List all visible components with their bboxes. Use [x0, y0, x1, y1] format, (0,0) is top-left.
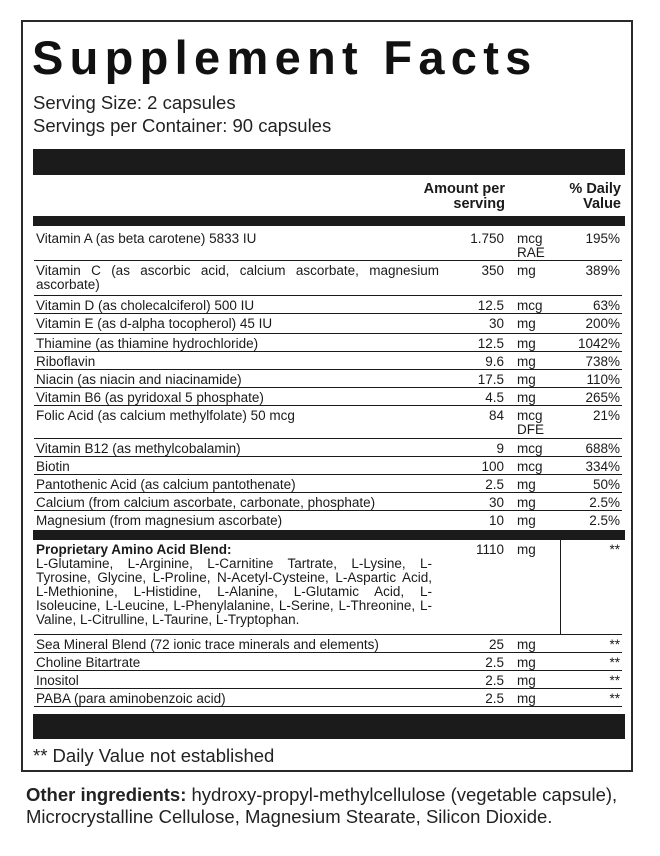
nutrient-amount: 100	[481, 459, 504, 474]
nutrient-daily-value: 195%	[585, 231, 620, 246]
nutrient-amount: 2.5	[485, 655, 504, 670]
nutrient-name: Choline Bitartrate	[36, 655, 141, 670]
nutrient-amount: 25	[488, 637, 504, 652]
section-divider-bar	[33, 530, 625, 540]
nutrient-unit: mg	[517, 495, 536, 510]
servings-per-container: Servings per Container: 90 capsules	[33, 115, 332, 136]
nutrient-name: Vitamin C (as ascorbic acid, calcium ascorbate, magnesium ascorbate)	[36, 263, 439, 292]
nutrient-amount: 2.5	[485, 673, 504, 688]
table-row	[34, 439, 622, 457]
nutrient-name: Magnesium (from magnesium ascorbate)	[36, 513, 283, 528]
blend-ingredients: L-Glutamine, L-Arginine, L-Carnitine Tartrate, L-Lysine, L-Tyrosine, Glycine, L-Proline, N-Acetyl-Cysteine, L-Aspartic Acid, L-Methionine, L-Histidine, L-Alanine, L-Glutamic Acid, L-Isoleucine, L-Leucine, L-Phenylalanine, L-Serine, L-Threonine, L-Valine, L-Citrulline, L-Taurine, L-Tryptophan.	[36, 556, 432, 627]
supplement-facts-panel	[21, 20, 633, 772]
nutrient-unit: mcg	[517, 459, 543, 474]
nutrient-unit: mg	[517, 316, 536, 331]
nutrient-amount: 9.6	[485, 354, 504, 369]
table-row	[34, 475, 622, 493]
table-row	[34, 334, 622, 352]
other-ingredients-label: Other ingredients:	[26, 784, 187, 805]
nutrient-amount: 2.5	[485, 691, 504, 706]
nutrient-daily-value: 2.5%	[589, 513, 620, 528]
nutrient-unit: mg	[517, 691, 536, 706]
nutrient-name: Sea Mineral Blend (72 ionic trace minerals and elements)	[36, 637, 379, 652]
footer-bar	[33, 714, 625, 739]
nutrient-daily-value: 738%	[585, 354, 620, 369]
blend-amount: 1110	[475, 542, 504, 557]
table-row	[34, 635, 622, 653]
nutrient-daily-value: 200%	[585, 316, 620, 331]
table-row	[34, 689, 622, 707]
table-row	[34, 671, 622, 689]
other-ingredients-text: hydroxy-propyl-methylcellulose (vegetable capsule), Microcrystalline Cellulose, Magnesium Stearate, Silicon Dioxide.	[26, 784, 618, 827]
nutrient-amount: 10	[488, 513, 504, 528]
table-row	[34, 370, 622, 388]
nutrient-name: Inositol	[36, 673, 79, 688]
nutrient-daily-value: 2.5%	[589, 495, 620, 510]
nutrient-name: Vitamin B12 (as methylcobalamin)	[36, 441, 241, 456]
nutrient-unit: mg	[517, 513, 536, 528]
table-row	[34, 511, 622, 528]
nutrient-unit: mg	[517, 390, 536, 405]
nutrient-daily-value: **	[609, 655, 620, 670]
column-divider	[560, 540, 561, 634]
blend-title: Proprietary Amino Acid Blend:	[36, 542, 232, 557]
nutrient-name: Thiamine (as thiamine hydrochloride)	[36, 336, 259, 351]
nutrient-name: Niacin (as niacin and niacinamide)	[36, 372, 242, 387]
nutrient-daily-value: **	[609, 673, 620, 688]
other-ingredients	[26, 784, 636, 828]
nutrient-name: Biotin	[36, 459, 70, 474]
nutrient-name: Vitamin A (as beta carotene) 5833 IU	[36, 231, 257, 246]
nutrient-daily-value: 21%	[592, 408, 620, 423]
nutrient-unit: mg	[517, 655, 536, 670]
nutrient-name: Vitamin D (as cholecalciferol) 500 IU	[36, 298, 255, 313]
nutrient-unit: mg	[517, 354, 536, 369]
nutrient-name: Vitamin E (as d-alpha tocopherol) 45 IU	[36, 316, 273, 331]
nutrient-unit: mcg RAE	[517, 231, 545, 260]
table-row	[34, 653, 622, 671]
nutrient-amount: 9	[496, 441, 504, 456]
nutrient-unit: mg	[517, 477, 536, 492]
header-bar-top	[33, 149, 625, 175]
table-row	[34, 229, 622, 261]
nutrient-amount: 2.5	[485, 477, 504, 492]
nutrient-unit: mg	[517, 673, 536, 688]
nutrient-amount: 84	[488, 408, 504, 423]
nutrient-daily-value: **	[609, 691, 620, 706]
nutrient-unit: mcg DFE	[517, 408, 544, 437]
table-row	[34, 296, 622, 314]
nutrient-unit: mg	[517, 637, 536, 652]
nutrient-daily-value: 50%	[592, 477, 620, 492]
nutrient-daily-value: **	[609, 637, 620, 652]
blend-unit: mg	[517, 542, 536, 557]
blend-description	[36, 543, 432, 627]
nutrient-daily-value: 63%	[592, 298, 620, 313]
blend-daily-value: **	[609, 542, 620, 557]
nutrient-daily-value: 110%	[586, 372, 620, 387]
nutrient-unit: mcg	[517, 298, 543, 313]
nutrient-daily-value: 1042%	[577, 336, 620, 351]
nutrient-amount: 12.5	[477, 298, 504, 313]
nutrient-amount: 4.5	[485, 390, 504, 405]
nutrient-amount: 30	[488, 495, 504, 510]
nutrient-name: Pantothenic Acid (as calcium pantothenate)	[36, 477, 296, 492]
table-row	[34, 406, 622, 439]
nutrient-daily-value: 334%	[585, 459, 620, 474]
header-daily-value: % Daily Value	[569, 181, 621, 212]
nutrient-unit: mcg	[517, 441, 543, 456]
table-row	[34, 388, 622, 406]
nutrient-daily-value: 688%	[585, 441, 620, 456]
nutrient-amount: 30	[488, 316, 504, 331]
nutrient-amount: 17.5	[477, 372, 504, 387]
header-amount-per-serving: Amount per serving	[423, 181, 505, 212]
nutrient-unit: mg	[517, 336, 536, 351]
nutrient-name: PABA (para aminobenzoic acid)	[36, 691, 226, 706]
nutrient-amount: 1.750	[470, 231, 504, 246]
table-row	[34, 261, 622, 296]
header-bar-thick	[33, 216, 625, 226]
nutrient-unit: mg	[517, 372, 536, 387]
nutrient-amount: 350	[481, 263, 504, 278]
nutrient-name: Riboflavin	[36, 354, 96, 369]
nutrient-name: Folic Acid (as calcium methylfolate) 50 mcg	[36, 408, 295, 423]
table-row	[34, 457, 622, 475]
table-row	[34, 493, 622, 511]
nutrient-name: Vitamin B6 (as pyridoxal 5 phosphate)	[36, 390, 264, 405]
table-row	[34, 314, 622, 334]
nutrient-daily-value: 389%	[585, 263, 620, 278]
nutrient-unit: mg	[517, 263, 536, 278]
panel-title: Supplement Facts	[32, 31, 538, 84]
table-row	[34, 352, 622, 370]
serving-size: Serving Size: 2 capsules	[33, 92, 236, 113]
footnote: ** Daily Value not established	[33, 745, 275, 766]
nutrient-amount: 12.5	[477, 336, 504, 351]
nutrient-name: Calcium (from calcium ascorbate, carbonate, phosphate)	[36, 495, 376, 510]
nutrient-daily-value: 265%	[585, 390, 620, 405]
table-row-proprietary-blend	[34, 540, 622, 635]
